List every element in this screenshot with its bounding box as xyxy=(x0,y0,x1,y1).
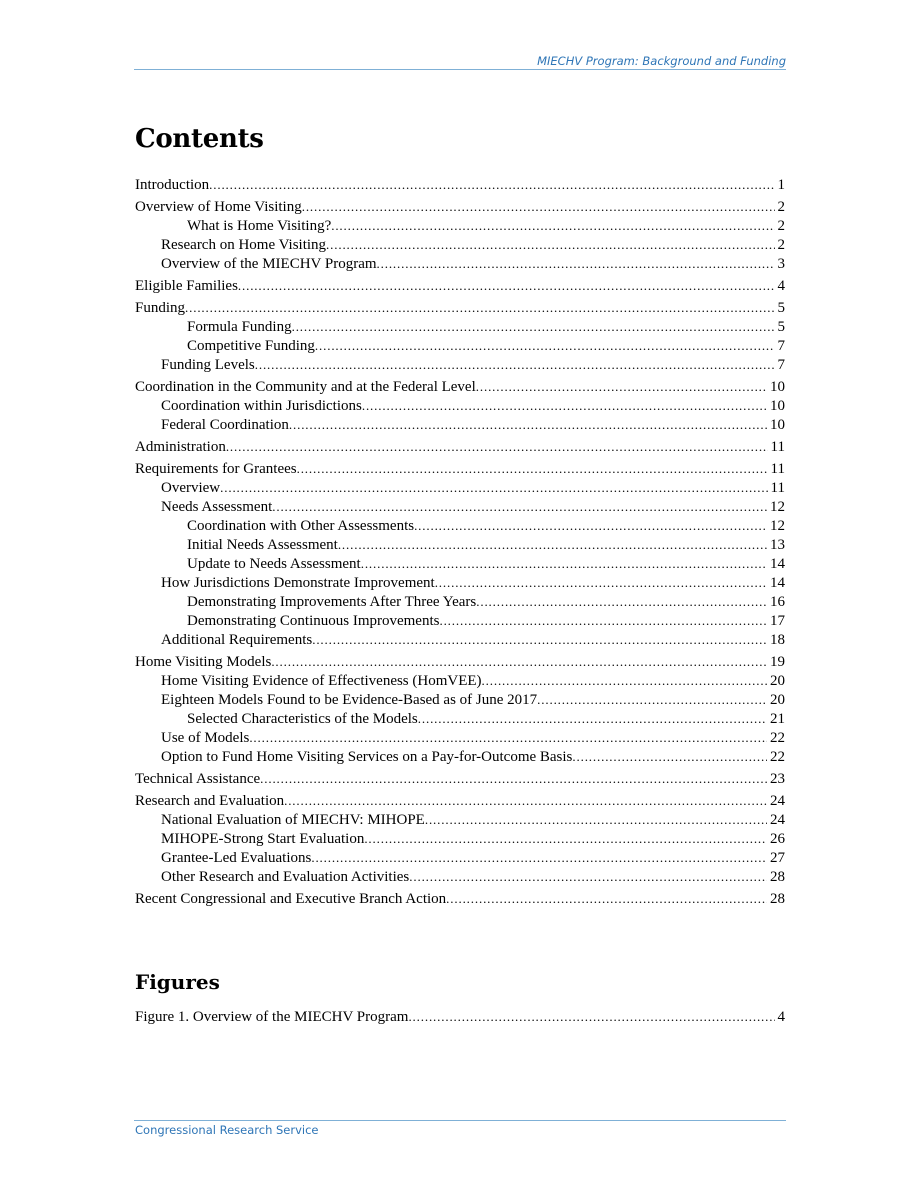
toc-entry-page: 19 xyxy=(770,654,785,670)
toc-entry[interactable] xyxy=(135,791,785,810)
toc-entry-page: 12 xyxy=(770,518,785,534)
dot-leader xyxy=(226,437,768,456)
toc-entry-page: 14 xyxy=(770,575,785,591)
toc-entry[interactable] xyxy=(135,516,785,535)
toc-entry-title: Technical Assistance xyxy=(135,771,261,787)
toc-entry-title: Figure 1. Overview of the MIECHV Program xyxy=(135,1009,409,1025)
toc-entry[interactable] xyxy=(135,478,785,497)
toc-entry-title: Formula Funding xyxy=(187,319,292,335)
dot-leader xyxy=(260,769,767,788)
toc-entry-title: Demonstrating Continuous Improvements xyxy=(187,613,440,629)
toc-entry[interactable] xyxy=(135,415,785,434)
dot-leader xyxy=(361,554,767,573)
toc-entry[interactable] xyxy=(135,317,785,336)
toc-entry[interactable] xyxy=(135,377,785,396)
toc-entry-page: 11 xyxy=(770,480,785,496)
toc-entry-page: 12 xyxy=(770,499,785,515)
dot-leader xyxy=(425,810,767,829)
dot-leader xyxy=(408,1007,774,1026)
toc-entry-page: 28 xyxy=(770,891,785,907)
dot-leader xyxy=(537,690,767,709)
dot-leader xyxy=(284,791,767,810)
toc-entry-title: Option to Fund Home Visiting Services on a Pay-for-Outcome Basis xyxy=(161,749,573,765)
toc-entry-page: 22 xyxy=(770,730,785,746)
dot-leader xyxy=(482,671,767,690)
toc-entry[interactable] xyxy=(135,276,785,295)
dot-leader xyxy=(414,516,767,535)
dot-leader xyxy=(476,592,767,611)
toc-entry-title: Eighteen Models Found to be Evidence-Based as of June 2017 xyxy=(161,692,538,708)
toc-entry[interactable] xyxy=(135,671,785,690)
toc-entry-page: 18 xyxy=(770,632,785,648)
toc-entry[interactable] xyxy=(135,630,785,649)
toc-entry-page: 16 xyxy=(770,594,785,610)
dot-leader xyxy=(302,197,775,216)
dot-leader xyxy=(238,276,775,295)
toc-entry-page: 2 xyxy=(777,218,785,234)
table-of-contents xyxy=(135,172,785,908)
dot-leader xyxy=(439,611,767,630)
toc-entry-title: Needs Assessment xyxy=(161,499,273,515)
toc-entry-page: 10 xyxy=(770,398,785,414)
toc-entry[interactable] xyxy=(135,298,785,317)
toc-entry[interactable] xyxy=(135,769,785,788)
toc-entry-page: 4 xyxy=(777,1009,785,1025)
toc-entry[interactable] xyxy=(135,889,785,908)
dot-leader xyxy=(446,889,767,908)
dot-leader xyxy=(409,867,767,886)
footer-text: Congressional Research Service xyxy=(135,1123,319,1137)
toc-entry-title: Grantee-Led Evaluations xyxy=(161,850,312,866)
toc-entry-page: 1 xyxy=(777,177,785,193)
dot-leader xyxy=(364,829,767,848)
toc-entry-page: 17 xyxy=(770,613,785,629)
toc-entry[interactable] xyxy=(135,535,785,554)
running-header: MIECHV Program: Background and Funding xyxy=(537,54,786,68)
dot-leader xyxy=(418,709,767,728)
toc-entry-title: Recent Congressional and Executive Branch Action xyxy=(135,891,447,907)
dot-leader xyxy=(255,355,775,374)
dot-leader xyxy=(289,415,767,434)
toc-entry-title: Coordination within Jurisdictions xyxy=(161,398,362,414)
dot-leader xyxy=(297,459,768,478)
toc-entry-page: 26 xyxy=(770,831,785,847)
header-rule xyxy=(134,69,786,70)
toc-entry-page: 14 xyxy=(770,556,785,572)
toc-entry-title: Funding Levels xyxy=(161,357,255,373)
toc-entry-page: 23 xyxy=(770,771,785,787)
toc-entry-title: Home Visiting Evidence of Effectiveness (HomVEE) xyxy=(161,673,482,689)
toc-entry-page: 10 xyxy=(770,379,785,395)
toc-entry-title: Research and Evaluation xyxy=(135,793,285,809)
toc-entry-title: Eligible Families xyxy=(135,278,238,294)
toc-entry[interactable] xyxy=(135,497,785,516)
dot-leader xyxy=(271,652,767,671)
toc-entry-page: 28 xyxy=(770,869,785,885)
list-of-figures xyxy=(135,1004,785,1026)
toc-entry-page: 7 xyxy=(777,357,785,373)
contents-title: Contents xyxy=(135,124,264,154)
dot-leader xyxy=(362,396,767,415)
dot-leader xyxy=(312,630,767,649)
toc-entry-title: Federal Coordination xyxy=(161,417,289,433)
toc-entry-page: 2 xyxy=(777,237,785,253)
toc-entry[interactable] xyxy=(135,175,785,194)
toc-entry-title: Home Visiting Models xyxy=(135,654,272,670)
toc-entry-title: Initial Needs Assessment xyxy=(187,537,338,553)
toc-entry-title: Update to Needs Assessment xyxy=(187,556,361,572)
dot-leader xyxy=(435,573,767,592)
toc-entry-page: 20 xyxy=(770,673,785,689)
toc-entry[interactable] xyxy=(135,652,785,671)
toc-entry-page: 7 xyxy=(777,338,785,354)
toc-entry-title: What is Home Visiting? xyxy=(187,218,332,234)
toc-entry-title: Research on Home Visiting xyxy=(161,237,327,253)
toc-entry-title: Requirements for Grantees xyxy=(135,461,297,477)
toc-entry-page: 13 xyxy=(770,537,785,553)
toc-entry-page: 10 xyxy=(770,417,785,433)
toc-entry-page: 24 xyxy=(770,812,785,828)
dot-leader xyxy=(209,175,774,194)
dot-leader xyxy=(311,848,767,867)
dot-leader xyxy=(377,254,775,273)
toc-entry[interactable] xyxy=(135,747,785,766)
toc-entry-title: Coordination with Other Assessments xyxy=(187,518,415,534)
toc-entry-title: Overview of Home Visiting xyxy=(135,199,302,215)
dot-leader xyxy=(220,478,767,497)
toc-entry[interactable] xyxy=(135,336,785,355)
dot-leader xyxy=(572,747,767,766)
dot-leader xyxy=(292,317,775,336)
dot-leader xyxy=(331,216,774,235)
toc-entry[interactable] xyxy=(135,848,785,867)
toc-entry[interactable] xyxy=(135,254,785,273)
toc-entry-page: 4 xyxy=(777,278,785,294)
toc-entry-title: Additional Requirements xyxy=(161,632,313,648)
toc-entry-title: MIHOPE-Strong Start Evaluation xyxy=(161,831,365,847)
toc-entry-title: Use of Models xyxy=(161,730,250,746)
toc-entry-page: 24 xyxy=(770,793,785,809)
toc-entry[interactable] xyxy=(135,437,785,456)
dot-leader xyxy=(315,336,775,355)
toc-entry-title: How Jurisdictions Demonstrate Improvement xyxy=(161,575,435,591)
figures-title: Figures xyxy=(135,970,220,994)
toc-entry-page: 5 xyxy=(777,319,785,335)
toc-entry[interactable] xyxy=(135,690,785,709)
toc-entry[interactable] xyxy=(135,459,785,478)
toc-entry[interactable] xyxy=(135,867,785,886)
footer-rule xyxy=(134,1120,786,1121)
toc-entry-page: 5 xyxy=(777,300,785,316)
toc-entry[interactable] xyxy=(135,611,785,630)
toc-entry-title: Competitive Funding xyxy=(187,338,315,354)
toc-entry-title: Administration xyxy=(135,439,226,455)
toc-entry-page: 2 xyxy=(777,199,785,215)
toc-entry-title: Funding xyxy=(135,300,186,316)
toc-entry-title: National Evaluation of MIECHV: MIHOPE xyxy=(161,812,425,828)
toc-entry[interactable] xyxy=(135,1007,785,1026)
toc-entry-title: Other Research and Evaluation Activities xyxy=(161,869,410,885)
dot-leader xyxy=(185,298,774,317)
toc-entry[interactable] xyxy=(135,810,785,829)
toc-entry[interactable] xyxy=(135,197,785,216)
toc-entry-page: 3 xyxy=(777,256,785,272)
toc-entry-title: Overview of the MIECHV Program xyxy=(161,256,377,272)
toc-entry[interactable] xyxy=(135,235,785,254)
toc-entry-page: 20 xyxy=(770,692,785,708)
toc-entry-page: 11 xyxy=(770,461,785,477)
toc-entry[interactable] xyxy=(135,728,785,747)
toc-entry[interactable] xyxy=(135,355,785,374)
toc-entry[interactable] xyxy=(135,396,785,415)
toc-entry[interactable] xyxy=(135,573,785,592)
toc-entry[interactable] xyxy=(135,216,785,235)
toc-entry-title: Introduction xyxy=(135,177,210,193)
toc-entry[interactable] xyxy=(135,592,785,611)
toc-entry-page: 11 xyxy=(770,439,785,455)
toc-entry[interactable] xyxy=(135,709,785,728)
toc-entry[interactable] xyxy=(135,554,785,573)
dot-leader xyxy=(249,728,767,747)
dot-leader xyxy=(338,535,767,554)
toc-entry[interactable] xyxy=(135,829,785,848)
dot-leader xyxy=(272,497,767,516)
toc-entry-title: Demonstrating Improvements After Three Years xyxy=(187,594,477,610)
dot-leader xyxy=(476,377,767,396)
toc-entry-title: Overview xyxy=(161,480,221,496)
toc-entry-page: 22 xyxy=(770,749,785,765)
toc-entry-page: 27 xyxy=(770,850,785,866)
dot-leader xyxy=(326,235,774,254)
toc-entry-title: Coordination in the Community and at the Federal Level xyxy=(135,379,476,395)
toc-entry-page: 21 xyxy=(770,711,785,727)
toc-entry-title: Selected Characteristics of the Models xyxy=(187,711,418,727)
